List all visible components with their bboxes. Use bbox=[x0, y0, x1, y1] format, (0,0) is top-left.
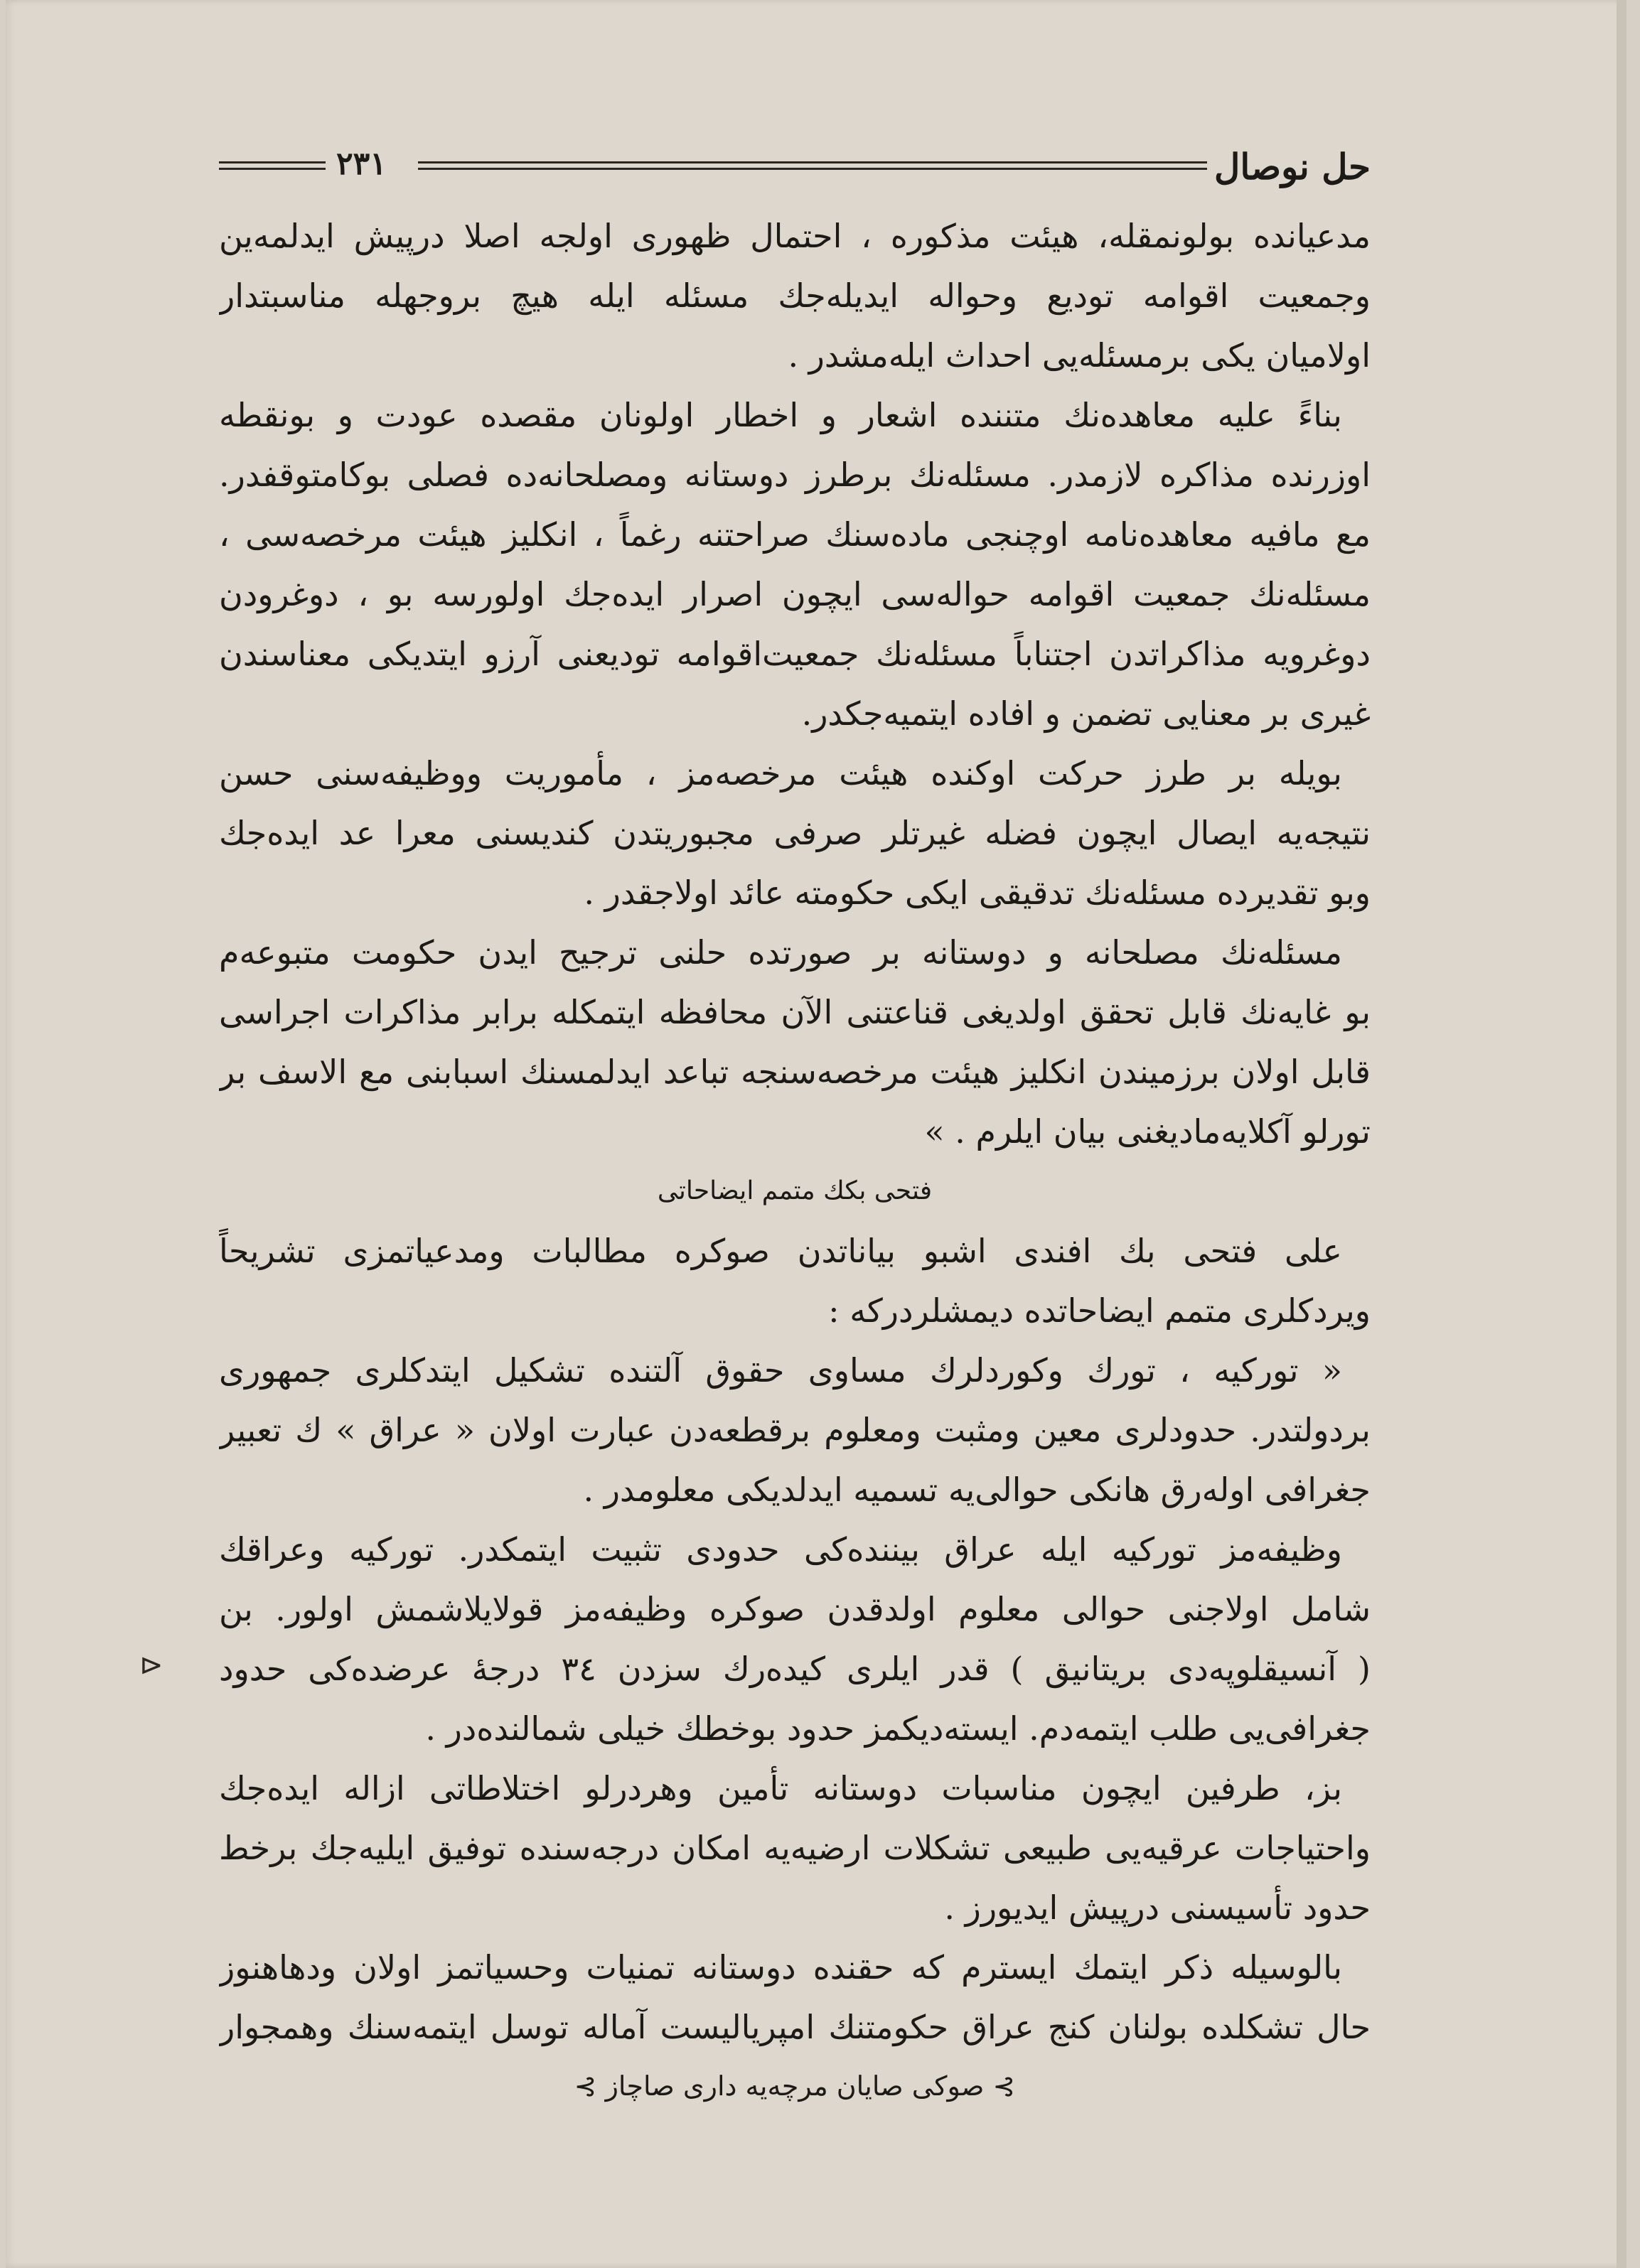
margin-mark-icon: ⊳ bbox=[139, 1649, 164, 1682]
ornament-icon: ⊱ bbox=[574, 2070, 597, 2102]
text-line: مع مافیه معاهده‌نامه اوچنجی ماده‌سنك صراحتنه رغماً ، انکلیز هیئت مرخصه‌سی ، bbox=[219, 515, 1371, 554]
text-line: مدعیانده بولونمقله، هیئت مذکوره ، احتمال ظهوری اولجه اصلا درپیش ایدلمه‌ین bbox=[219, 217, 1371, 255]
text-line: مسئله‌نك مصلحانه و دوستانه بر صورتده حلنی ترجیح ایدن حکومت متبوعه‌م bbox=[219, 933, 1342, 972]
catchword-text: صوکی صایان مرچه‌یه داری صاچاز bbox=[605, 2070, 985, 2102]
text-line: بویله بر طرز حرکت اوکنده هیئت مرخصه‌مز ، مأموریت ووظیفه‌سنی حسن bbox=[219, 754, 1342, 792]
footer-catchword bbox=[219, 2061, 1371, 2111]
text-line: بو غایه‌نك قابل تحقق اولدیغی قناعتنی الآن محافظه ایتمکله برابر مذاکرات اجراسی bbox=[219, 993, 1371, 1031]
text-line: تورلو آکلایه‌مادیغنی بیان ایلرم . » bbox=[924, 1112, 1371, 1151]
text-line: مسئله‌نك جمعیت اقوامه حواله‌سی ایچون اصرار ایده‌جك اولورسه بو ، دوغرودن bbox=[219, 575, 1371, 613]
running-header bbox=[219, 146, 1371, 188]
running-title: حل نوصال bbox=[1214, 146, 1371, 188]
text-line: جغرافی‌یی طلب ایتمه‌دم. ایسته‌دیکمز حدود بوخطك خیلی شمالنده‌در . bbox=[425, 1709, 1371, 1748]
text-line: بردولتدر. حدودلری معین ومثبت ومعلوم برقطعه‌دن عبارت اولان « عراق » ك تعبیر bbox=[219, 1411, 1371, 1449]
text-line: بناءً علیه معاهده‌نك متننده اشعار و اخطار اولونان مقصده عودت و بونقطه bbox=[219, 396, 1342, 434]
text-line: شامل اولاجنی حوالی معلوم اولدقدن صوکره وظیفه‌مز قولایلاشمش اولور. بن bbox=[219, 1590, 1371, 1628]
page-number: ٢٣١ bbox=[336, 146, 387, 182]
text-line: غیری بر معنایی تضمن و افاده ایتمیه‌جکدر. bbox=[801, 694, 1371, 733]
text-line: وجمعیت اقوامه تودیع وحواله ایدیله‌جك مسئله ایله هیچ بروجهله مناسبتدار bbox=[219, 276, 1371, 315]
text-line: حدود تأسیسنی درپیش ایدیورز . bbox=[944, 1888, 1371, 1927]
text-line: وظیفه‌مز تورکیه ایله عراق بیننده‌کی حدودی تثبیت ایتمکدر. تورکیه وعراقك bbox=[219, 1530, 1342, 1569]
ornament-icon: ⊱ bbox=[992, 2070, 1016, 2102]
header-rule bbox=[219, 161, 326, 170]
text-line: « تورکیه ، تورك وکوردلرك مساوی حقوق آلتنده تشکیل ایتدکلری جمهوری bbox=[219, 1351, 1342, 1390]
text-line: قابل اولان برزمیندن انکلیز هیئت مرخصه‌سنجه تباعد ایدلمسنك اسبابنی مع الاسف بر bbox=[219, 1053, 1371, 1091]
text-line: اولامیان یکی برمسئله‌یی احداث ایله‌مشدر . bbox=[788, 336, 1371, 375]
text-line: جغرافی اوله‌رق هانکی حوالی‌یه تسمیه ایدلدیکی معلومدر . bbox=[583, 1471, 1371, 1509]
text-line: علی فتحی بك افندی اشبو بیاناتدن صوکره مطالبات ومدعیاتمزی تشریحاً bbox=[219, 1232, 1342, 1270]
text-line: اوزرنده مذاکره لازمدر. مسئله‌نك برطرز دوستانه ومصلحانه‌ده فصلی بوکامتوقفدر. bbox=[219, 456, 1371, 494]
text-line: دوغرویه مذاکراتدن اجتناباً مسئله‌نك جمعیت‌اقوامه تودیعنی آرزو ایتدیکی معناسندن bbox=[219, 635, 1371, 673]
text-line: واحتیاجات عرقیه‌یی طبیعی تشکلات ارضیه‌یه امکان درجه‌سنده توفیق ایلیه‌جك برخط bbox=[219, 1829, 1371, 1867]
page bbox=[6, 0, 1626, 2268]
text-line: وبو تقدیرده مسئله‌نك تدقیقی ایکی حکومته عائد اولاجقدر . bbox=[584, 874, 1371, 912]
text-line: نتیجه‌یه ایصال ایچون فضله غیرتلر صرفی مجبوریتدن کندیسنی معرا عد ایده‌جك bbox=[219, 814, 1371, 852]
text-line: بز، طرفین ایچون مناسبات دوستانه تأمین وهردرلو اختلاطاتی ازاله ایده‌جك bbox=[219, 1769, 1342, 1807]
text-line: ( آنسیقلوپه‌دی بریتانیق ) قدر ایلری کیده‌رك سزدن ٣٤ درجهٔ عرضده‌کی حدود bbox=[219, 1650, 1371, 1688]
text-body bbox=[219, 206, 1371, 2111]
text-line: ویردکلری متمم ایضاحاتده دیمشلردرکه : bbox=[828, 1291, 1371, 1330]
text-line: بالوسیله ذکر ایتمك ایسترم که حقنده دوستانه تمنیات وحسیاتمز اولان ودهاهنوز bbox=[219, 1948, 1342, 1987]
header-rule bbox=[418, 161, 1207, 170]
section-subheading: فتحی بکك متمم ایضاحاتی bbox=[657, 1176, 933, 1205]
text-line: حال تشکلده بولنان کنج عراق حکومتنك امپریالیست آماله توسل ایتمه‌سنك وهمجوار bbox=[219, 2008, 1371, 2046]
